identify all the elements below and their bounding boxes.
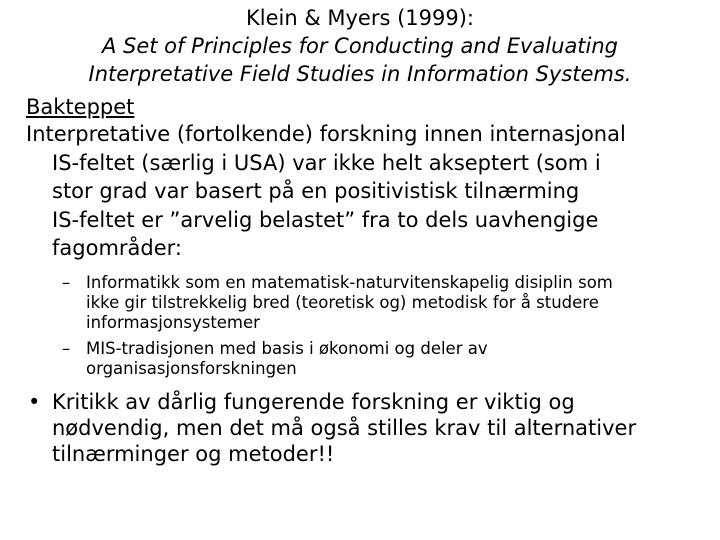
sub-item-line: organisasjonsforskningen [86,358,297,378]
sub-item-line: informasjonsystemer [86,312,260,332]
dash-marker: – [62,272,71,292]
bullet-item [26,389,716,467]
slide-title [20,4,700,88]
title-line-1: Klein & Myers (1999): [245,6,475,30]
sub-item-line: MIS-tradisjonen med basis i økonomi og deler av [86,338,488,358]
intro-line-4: IS-feltet er ”arvelig belastet” fra to dels uavhengige [52,207,599,232]
intro-paragraph [26,120,716,263]
bullet-line: tilnærminger og metoder!! [52,441,335,466]
section-heading: Bakteppet [26,95,135,119]
bullet-line: Kritikk av dårlig fungerende forskning er viktig og [52,389,575,414]
sub-list-item [26,273,716,333]
intro-line-3: stor grad var basert på en positivistisk tilnærming [52,179,580,203]
intro-line-2: IS-feltet (særlig i USA) var ikke helt akseptert (som i [52,150,601,175]
dash-marker: – [62,338,71,358]
title-line-3: Interpretative Field Studies in Information Systems. [88,62,632,86]
bullet-line: nødvendig, men det må også stilles krav til alternativer [52,415,637,440]
sub-list [26,273,716,379]
intro-line-5: fagområder: [52,236,182,260]
bullet-marker: • [28,389,41,414]
sub-list-item [26,339,716,379]
title-line-2: A Set of Principles for Conducting and Evaluating [101,34,619,58]
slide-body [26,94,716,467]
sub-item-line: ikke gir tilstrekkelig bred (teoretisk og) metodisk for å studere [86,292,599,312]
intro-line-1: Interpretative (fortolkende) forskning innen internasjonal [26,122,626,146]
sub-item-line: Informatikk som en matematisk-naturvitenskapelig disiplin som [86,272,613,292]
